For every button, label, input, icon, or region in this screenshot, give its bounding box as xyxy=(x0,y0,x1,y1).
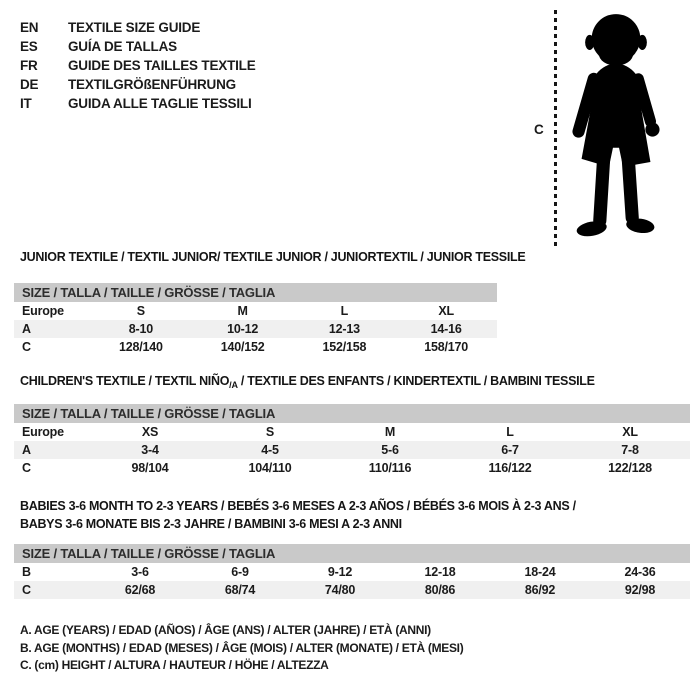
size-header-bar: SIZE / TALLA / TAILLE / GRÖSSE / TAGLIA xyxy=(14,283,497,302)
row-label: A xyxy=(22,443,31,457)
children-title-part1: CHILDREN'S TEXTILE / TEXTIL NIÑO xyxy=(20,374,230,388)
table-cell: 158/170 xyxy=(424,340,469,354)
table-cell: 128/140 xyxy=(118,340,163,354)
language-row-fr xyxy=(20,56,256,75)
table-cell: S xyxy=(136,304,145,318)
table-row-europe xyxy=(14,302,497,320)
table-cell: 4-5 xyxy=(261,443,279,457)
table-cell: 8-10 xyxy=(128,322,153,336)
baby-silhouette-icon xyxy=(564,8,668,246)
table-row-europe xyxy=(14,423,690,441)
table-cell: L xyxy=(340,304,349,318)
row-label: A xyxy=(22,322,31,336)
table-cell: 14-16 xyxy=(430,322,462,336)
table-cell: 12-18 xyxy=(424,565,456,579)
table-cell: 92/98 xyxy=(624,583,656,597)
table-row-height xyxy=(14,338,497,356)
table-row-height xyxy=(14,581,690,599)
language-code: ES xyxy=(20,39,38,54)
table-row-age-years xyxy=(14,320,497,338)
row-label: Europe xyxy=(22,304,64,318)
table-cell: 3-6 xyxy=(131,565,149,579)
language-row-it xyxy=(20,94,256,113)
table-row-age-years xyxy=(14,441,690,459)
table-cell: 122/128 xyxy=(608,461,652,475)
language-code: IT xyxy=(20,96,32,111)
language-list xyxy=(20,18,256,113)
note-age-months: B. AGE (MONTHS) / EDAD (MESES) / ÂGE (MOIS) / ALTER (MONATE) / ETÀ (MESI) xyxy=(20,640,464,655)
table-cell: 7-8 xyxy=(621,443,639,457)
table-cell: L xyxy=(506,425,514,439)
table-cell: 104/110 xyxy=(248,461,292,475)
children-section-title xyxy=(20,374,595,388)
table-cell: 5-6 xyxy=(381,443,399,457)
babies-title-line2: BABYS 3-6 MONATE BIS 2-3 JAHRE / BAMBINI 3-6 MESI A 2-3 ANNI xyxy=(20,516,402,531)
table-row-age-months xyxy=(14,563,690,581)
table-cell: 3-4 xyxy=(141,443,159,457)
language-title: TEXTILE SIZE GUIDE xyxy=(68,20,201,35)
table-cell: S xyxy=(265,425,275,439)
table-cell: 9-12 xyxy=(327,565,353,579)
babies-title-line1: BABIES 3-6 MONTH TO 2-3 YEARS / BEBÉS 3-6 MESES A 2-3 AÑOS / BÉBÉS 3-6 MOIS À 2-3 ANS / xyxy=(20,499,576,513)
language-title: TEXTILGRÖßENFÜHRUNG xyxy=(68,77,236,92)
table-cell: 12-13 xyxy=(328,322,360,336)
table-cell: 10-12 xyxy=(227,322,259,336)
table-cell: 18-24 xyxy=(524,565,556,579)
language-row-de xyxy=(20,75,256,94)
table-cell: 98/104 xyxy=(131,461,169,475)
language-code: DE xyxy=(20,77,39,92)
language-code: EN xyxy=(20,20,39,35)
table-cell: M xyxy=(384,425,396,439)
children-title-part2: / TEXTILE DES ENFANTS / KINDERTEXTIL / BAMBINI TESSILE xyxy=(237,374,595,388)
table-cell: XL xyxy=(622,425,638,439)
row-label: Europe xyxy=(22,425,64,439)
table-cell: 74/80 xyxy=(324,583,356,597)
children-title-subscript: /A xyxy=(229,380,238,390)
size-header-bar: SIZE / TALLA / TAILLE / GRÖSSE / TAGLIA xyxy=(14,544,690,563)
table-row-height xyxy=(14,459,690,477)
language-title: GUÍA DE TALLAS xyxy=(68,39,177,54)
table-cell: 152/158 xyxy=(322,340,367,354)
table-cell: XL xyxy=(438,304,454,318)
table-cell: 6-7 xyxy=(501,443,519,457)
table-cell: M xyxy=(237,304,248,318)
junior-section-title: JUNIOR TEXTILE / TEXTIL JUNIOR/ TEXTILE JUNIOR / JUNIORTEXTIL / JUNIOR TESSILE xyxy=(20,250,526,264)
table-cell: 62/68 xyxy=(124,583,156,597)
language-code: FR xyxy=(20,58,38,73)
note-height: C. (cm) HEIGHT / ALTURA / HAUTEUR / HÖHE / ALTEZZA xyxy=(20,658,329,672)
junior-size-table xyxy=(14,283,497,356)
height-measure-label: C xyxy=(534,122,544,137)
language-row-en xyxy=(20,18,256,37)
babies-size-table xyxy=(14,544,690,599)
note-age-years: A. AGE (YEARS) / EDAD (AÑOS) / ÂGE (ANS) / ALTER (JAHRE) / ETÀ (ANNI) xyxy=(20,623,431,637)
table-cell: 116/122 xyxy=(488,461,532,475)
legend-notes xyxy=(20,622,463,675)
children-size-table xyxy=(14,404,690,477)
table-cell: 68/74 xyxy=(224,583,256,597)
language-title: GUIDA ALLE TAGLIE TESSILI xyxy=(68,96,252,111)
table-cell: 140/152 xyxy=(220,340,265,354)
language-row-es xyxy=(20,37,256,56)
row-label: C xyxy=(22,340,31,354)
size-header-bar: SIZE / TALLA / TAILLE / GRÖSSE / TAGLIA xyxy=(14,404,690,423)
table-cell: 86/92 xyxy=(524,583,556,597)
height-dotted-line xyxy=(554,10,557,248)
row-label: C xyxy=(22,461,31,475)
table-cell: 6-9 xyxy=(231,565,249,579)
table-cell: 80/86 xyxy=(424,583,456,597)
language-title: GUIDE DES TAILLES TEXTILE xyxy=(68,58,256,73)
babies-section-title xyxy=(20,498,620,533)
baby-figure xyxy=(528,6,700,250)
table-cell: 24-36 xyxy=(624,565,656,579)
table-cell: XS xyxy=(141,425,159,439)
row-label: B xyxy=(22,565,31,579)
table-cell: 110/116 xyxy=(368,461,412,475)
row-label: C xyxy=(22,583,31,597)
